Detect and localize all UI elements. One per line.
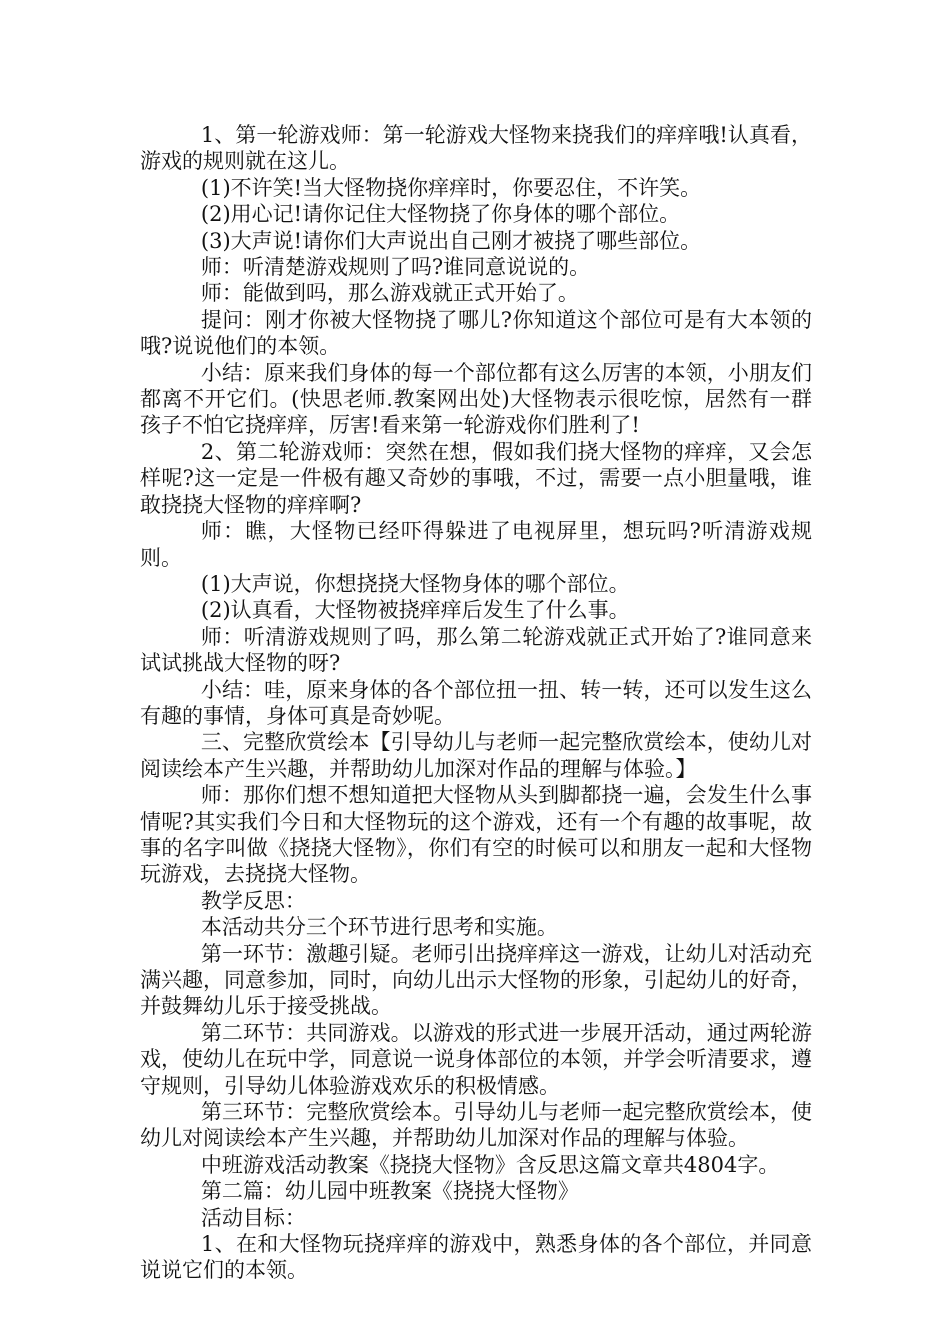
paragraph: 活动目标： [200,1205,306,1230]
paragraph: 小结：哇，原来身体的各个部位扭一扭、转一转，还可以发生这么有趣的事情，身体可真是奇妙呢。 [140,677,812,728]
paragraph: 1、在和大怪物玩挠痒痒的游戏中，熟悉身体的各个部位，并同意说说它们的本领。 [140,1232,812,1283]
paragraph: 第二篇：幼儿园中班教案《挠挠大怪物》 [200,1179,579,1204]
paragraph: 师：听清游戏规则了吗，那么第二轮游戏就正式开始了?谁同意来试试挑战大怪物的呀? [140,624,812,676]
paragraph: 师：瞧，大怪物已经吓得躲进了电视屏里，想玩吗?听清游戏规则。 [140,519,812,570]
paragraph: 师：能做到吗，那么游戏就正式开始了。 [200,281,579,306]
paragraph: 师：那你们想不想知道把大怪物从头到脚都挠一遍，会发生什么事情呢?其实我们今日和大怪物玩的这个游戏，还有一个有趣的故事呢，故事的名字叫做《挠挠大怪物》，你们有空的时候可以和朋友一起和大怪物玩游戏，去挠挠大怪物。 [140,783,812,887]
paragraph: (3)大声说!请你们大声说出自己刚才被挠了哪些部位。 [200,228,702,253]
paragraph: (2)用心记!请你记住大怪物挠了你身体的哪个部位。 [200,202,681,227]
paragraph: 2、第二轮游戏师：突然在想，假如我们挠大怪物的痒痒，又会怎样呢?这一定是一件极有趣又奇妙的事哦，不过，需要一点小胆量哦，谁敢挠挠大怪物的痒痒啊? [140,439,812,517]
paragraph: 本活动共分三个环节进行思考和实施。 [200,915,558,940]
paragraph: 第三环节：完整欣赏绘本。引导幼儿与老师一起完整欣赏绘本，使幼儿对阅读绘本产生兴趣，并帮助幼儿加深对作品的理解与体验。 [140,1100,812,1151]
paragraph: 中班游戏活动教案《挠挠大怪物》含反思这篇文章共4804字。 [200,1152,780,1177]
paragraph: 师：听清楚游戏规则了吗?谁同意说说的。 [200,255,591,280]
paragraph: (1)大声说，你想挠挠大怪物身体的哪个部位。 [200,571,630,596]
paragraph: 小结：原来我们身体的每一个部位都有这么厉害的本领，小朋友们都离不开它们。(快思老师.教案网出处)大怪物表示很吃惊，居然有一群孩子不怕它挠痒痒，厉害!看来第一轮游戏你们胜利了! [140,360,812,438]
paragraph: 提问：刚才你被大怪物挠了哪儿?你知道这个部位可是有大本领的哦?说说他们的本领。 [140,307,812,359]
paragraph: 1、第一轮游戏师：第一轮游戏大怪物来挠我们的痒痒哦!认真看，游戏的规则就在这儿。 [140,123,812,174]
paragraph: (1)不许笑!当大怪物挠你痒痒时，你要忍住，不许笑。 [200,175,702,200]
paragraph: (2)认真看，大怪物被挠痒痒后发生了什么事。 [200,598,630,623]
paragraph: 三、完整欣赏绘本【引导幼儿与老师一起完整欣赏绘本，使幼儿对阅读绘本产生兴趣，并帮助幼儿加深对作品的理解与体验。】 [140,730,812,781]
paragraph: 第一环节：激趣引疑。老师引出挠痒痒这一游戏，让幼儿对活动充满兴趣，同意参加，同时，向幼儿出示大怪物的形象，引起幼儿的好奇，并鼓舞幼儿乐于接受挑战。 [140,941,812,1019]
paragraph: 教学反思： [200,888,306,913]
document-page [140,122,812,1284]
paragraph: 第二环节：共同游戏。以游戏的形式进一步展开活动，通过两轮游戏，使幼儿在玩中学，同意说一说身体部位的本领，并学会听清要求，遵守规则，引导幼儿体验游戏欢乐的积极情感。 [140,1020,812,1098]
